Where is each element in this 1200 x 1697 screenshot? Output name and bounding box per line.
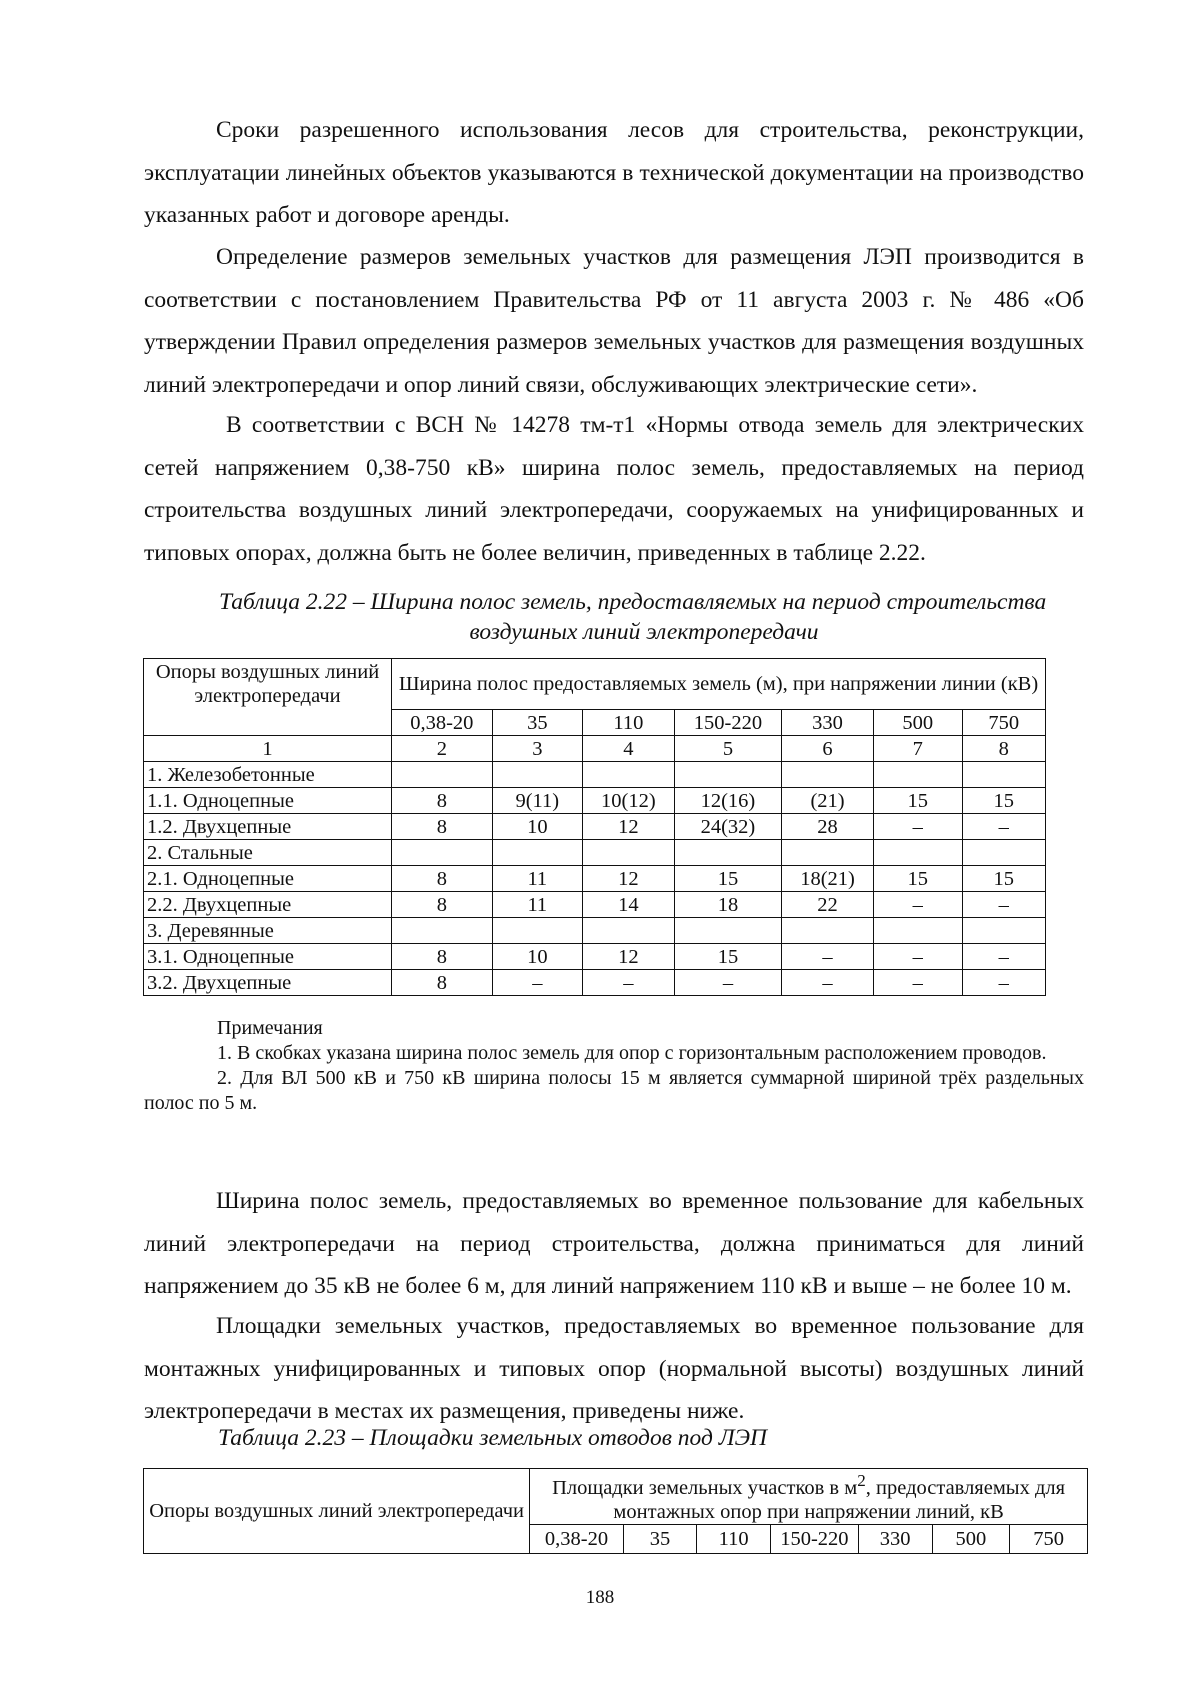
table-cell: 24(32): [674, 814, 781, 840]
table-cell: 8: [392, 788, 493, 814]
table-cell: –: [873, 970, 962, 996]
voltage-header-cell: 500: [873, 710, 962, 736]
table-cell: 15: [674, 944, 781, 970]
table-cell: [582, 918, 674, 944]
column-number-cell: 6: [782, 736, 874, 762]
paragraph-forest-use-terms: Сроки разрешенного использования лесов для строительства, реконструкции, эксплуатации линейных объектов указываются в технической документации на производство указанных работ и договоре аренды.: [144, 117, 1084, 228]
table-2-23-group-header: [530, 1469, 1088, 1525]
table-cell: [782, 762, 874, 788]
voltage-header-cell: 0,38-20: [392, 710, 493, 736]
table-cell: [873, 762, 962, 788]
table-cell: 8: [392, 814, 493, 840]
table-cell: 11: [492, 866, 582, 892]
voltage-header-cell: 150-220: [674, 710, 781, 736]
voltage-header-cell: 750: [1010, 1524, 1088, 1553]
table-cell: 10(12): [582, 788, 674, 814]
table-2-22-caption-line1: Таблица 2.22 – Ширина полос земель, предоставляемых на период строительства: [219, 589, 1047, 615]
column-number-cell: 8: [962, 736, 1045, 762]
table-cell: [392, 762, 493, 788]
table-cell: [582, 840, 674, 866]
table-row: [144, 788, 1046, 814]
table-2-23: [143, 1468, 1088, 1554]
voltage-header-cell: 150-220: [771, 1524, 859, 1553]
table-row: [144, 814, 1046, 840]
table-row: [144, 762, 1046, 788]
note-item-2: 2. Для ВЛ 500 кВ и 750 кВ ширина полосы 15 м является суммарной шириной трёх раздельных полос по 5 м.: [144, 1067, 1084, 1114]
row-label-cell: 2. Стальные: [144, 840, 392, 866]
table-cell: 12: [582, 944, 674, 970]
voltage-header-cell: 330: [858, 1524, 932, 1553]
paragraph-mounting-sites: Площадки земельных участков, предоставляемых во временное пользование для монтажных унифицированных и типовых опор (нормальной высоты) воздушных линий электропередачи в местах их размещения, приведены ниже.: [144, 1313, 1084, 1424]
table-cell: –: [582, 970, 674, 996]
voltage-header-cell: 110: [582, 710, 674, 736]
table-cell: [873, 840, 962, 866]
table-cell: 15: [873, 866, 962, 892]
column-number-cell: 7: [873, 736, 962, 762]
row-label-cell: 1. Железобетонные: [144, 762, 392, 788]
table-cell: [582, 762, 674, 788]
table-2-22-group-header: Ширина полос предоставляемых земель (м), при напряжении линии (кВ): [392, 659, 1046, 710]
paragraph-cable-lines: Ширина полос земель, предоставляемых во временное пользование для кабельных линий электропередачи на период строительства, должна приниматься для линий напряжением до 35 кВ не более 6 м, для линий напряжением 110 кВ и выше – не более 10 м.: [144, 1188, 1084, 1299]
table-cell: 10: [492, 944, 582, 970]
table-cell: [873, 918, 962, 944]
voltage-header-cell: 110: [697, 1524, 771, 1553]
table-2-22-caption: [144, 587, 1084, 647]
row-label-cell: 3.2. Двухцепные: [144, 970, 392, 996]
table-2-22: [143, 658, 1046, 996]
table-row: [144, 892, 1046, 918]
table-2-23-superscript: 2: [857, 1471, 866, 1490]
table-2-22-corner-header: Опоры воздушных линий электропередачи: [144, 659, 392, 736]
table-cell: [962, 762, 1045, 788]
column-number-cell: 1: [144, 736, 392, 762]
note-item-1: 1. В скобках указана ширина полос земель для опор с горизонтальным расположением проводов.: [217, 1042, 1047, 1064]
row-label-cell: 3. Деревянные: [144, 918, 392, 944]
table-2-23-group-header-text: Площадки земельных участков в м: [552, 1476, 858, 1499]
table-cell: –: [962, 814, 1045, 840]
table-row: [144, 970, 1046, 996]
table-cell: 18: [674, 892, 781, 918]
table-cell: [782, 840, 874, 866]
table-2-23-corner-header: Опоры воздушных линий электропередачи: [144, 1469, 530, 1554]
table-cell: 14: [582, 892, 674, 918]
table-cell: [492, 762, 582, 788]
table-cell: –: [873, 814, 962, 840]
voltage-header-cell: 35: [623, 1524, 697, 1553]
table-cell: 8: [392, 866, 493, 892]
table-2-23-group-header-tail: , предоставляемых для монтажных опор при напряжении линий, кВ: [613, 1476, 1066, 1523]
table-cell: 28: [782, 814, 874, 840]
table-cell: 12: [582, 866, 674, 892]
column-number-cell: 4: [582, 736, 674, 762]
table-cell: 15: [873, 788, 962, 814]
column-number-cell: 2: [392, 736, 493, 762]
table-cell: –: [962, 892, 1045, 918]
table-cell: 22: [782, 892, 874, 918]
table-row: [144, 944, 1046, 970]
table-cell: [492, 840, 582, 866]
table-cell: [782, 918, 874, 944]
page-number: 188: [585, 1587, 615, 1608]
row-label-cell: 1.2. Двухцепные: [144, 814, 392, 840]
paragraph-land-size-definition: Определение размеров земельных участков для размещения ЛЭП производится в соответствии с постановлением Правительства РФ от 11 августа 2003 г. № 486 «Об утверждении Правил определения размеров земельных участков для размещения воздушных линий электропередачи и опор линий связи, обслуживающих электрические сети».: [144, 244, 1084, 398]
table-cell: [674, 762, 781, 788]
table-cell: 15: [962, 788, 1045, 814]
table-cell: [962, 840, 1045, 866]
voltage-header-cell: 35: [492, 710, 582, 736]
table-cell: –: [782, 970, 874, 996]
table-row: [144, 918, 1046, 944]
notes-block: [144, 1016, 1084, 1116]
voltage-header-cell: 500: [932, 1524, 1010, 1553]
table-cell: 8: [392, 944, 493, 970]
row-label-cell: 1.1. Одноцепные: [144, 788, 392, 814]
table-cell: –: [873, 892, 962, 918]
column-number-cell: 5: [674, 736, 781, 762]
table-cell: 8: [392, 970, 493, 996]
table-cell: –: [674, 970, 781, 996]
table-cell: 18(21): [782, 866, 874, 892]
table-2-22-caption-line2: воздушных линий электропередачи: [469, 619, 819, 645]
table-2-23-caption: Таблица 2.23 – Площадки земельных отводов под ЛЭП: [218, 1425, 767, 1451]
voltage-header-cell: 750: [962, 710, 1045, 736]
table-cell: 9(11): [492, 788, 582, 814]
table-cell: 12: [582, 814, 674, 840]
table-cell: 10: [492, 814, 582, 840]
table-cell: 15: [674, 866, 781, 892]
table-cell: [392, 840, 493, 866]
table-cell: [392, 918, 493, 944]
table-cell: –: [492, 970, 582, 996]
table-cell: 15: [962, 866, 1045, 892]
table-cell: 8: [392, 892, 493, 918]
table-2-22-body: [144, 762, 1046, 996]
table-cell: –: [873, 944, 962, 970]
table-cell: [674, 840, 781, 866]
column-number-cell: 3: [492, 736, 582, 762]
table-cell: –: [962, 944, 1045, 970]
voltage-header-cell: 0,38-20: [530, 1524, 624, 1553]
row-label-cell: 2.2. Двухцепные: [144, 892, 392, 918]
table-row: [144, 840, 1046, 866]
row-label-cell: 3.1. Одноцепные: [144, 944, 392, 970]
table-cell: [962, 918, 1045, 944]
table-cell: –: [962, 970, 1045, 996]
table-cell: 12(16): [674, 788, 781, 814]
row-label-cell: 2.1. Одноцепные: [144, 866, 392, 892]
table-cell: [492, 918, 582, 944]
table-cell: [674, 918, 781, 944]
paragraph-vsn-norms: В соответствии с ВСН № 14278 тм-т1 «Нормы отвода земель для электрических сетей напряжением 0,38-750 кВ» ширина полос земель, предоставляемых на период строительства воздушных линий электропередачи, сооружаемых на унифицированных и типовых опорах, должна быть не более величин, приведенных в таблице 2.22.: [144, 412, 1084, 566]
voltage-header-cell: 330: [782, 710, 874, 736]
table-cell: (21): [782, 788, 874, 814]
table-row: [144, 866, 1046, 892]
table-cell: –: [782, 944, 874, 970]
table-cell: 11: [492, 892, 582, 918]
table-2-22-column-number-row: [144, 736, 1046, 762]
notes-heading: Примечания: [217, 1017, 323, 1039]
